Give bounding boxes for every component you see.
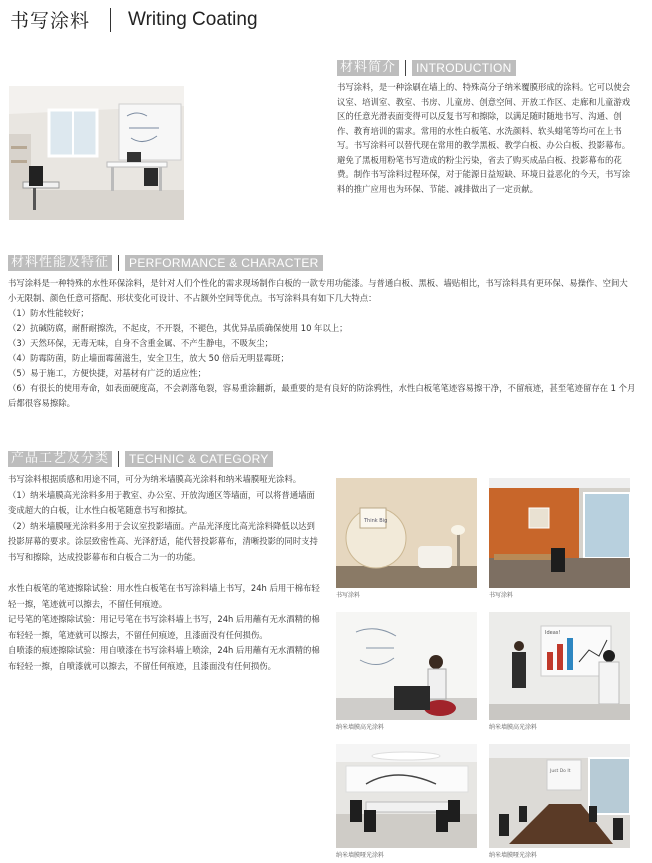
feature-item: （6）有很长的使用寿命，如表面硬度高，不会剥落龟裂，容易重涂翻新，最重要的是有良好的防涂鸦性，水性白板笔笔迹容易擦干净，不留痕迹，甚至笔迹留存在 1 个月后都很容易擦除。 — [8, 383, 636, 408]
intro-body — [337, 80, 637, 196]
feature-item: （5）易于施工，方便快捷，对基材有广泛的适应性； — [8, 368, 206, 378]
performance-intro: 书写涂料是一种特殊的水性环保涂料，是针对人们个性化的需求现场制作白板的一款专用功能漆。与普通白板、黑板、墙贴相比，书写涂料具有更环保、易操作、空间大小无限制、颜色任意可搭配、形状变化可设计、不占额外空间等优点。书写涂料具有如下几大特点： — [8, 278, 628, 303]
intro-paragraph: 书写涂料，是一种涂刷在墙上的、特殊高分子纳米覆膜形成的涂料。它可以使会议室、培训室、教室、书房、儿童房、创意空间、开放工作区、走廊和儿童游戏区的任意光滑表面变得可以反复书写和擦除，以满足随时随地书写、沟通、创作、教育培训的需求。常用的水性白板笔、水洗颜料、软头蜡笔等均可在上书写。书写涂料可以替代现在常用的教学黑板、教学白板、办公白板、投影幕布。 避免了黑板用粉笔书写造成的粉尘污染，省去了购买成品白板、投影幕布的花费。制作书写涂料过程环保，对于能源日益短缺、环境日益恶化的今天，书写涂料的推广应用也为环保、节能、减排做出了一定贡献。 — [337, 82, 631, 194]
intro-heading — [337, 60, 516, 76]
gallery-caption: 纳米墙膜哑光涂料 — [489, 852, 538, 859]
performance-heading-cn: 材料性能及特征 — [8, 255, 112, 271]
heading-divider — [118, 451, 119, 467]
feature-item: （3）天然环保，无毒无味，自身不含重金属、不产生静电，不吸灰尘； — [8, 338, 273, 348]
page-title-en: Writing Coating — [128, 9, 258, 30]
gallery-photo-orange-office — [489, 478, 630, 588]
technic-heading — [8, 451, 273, 467]
gallery-photo-presentation — [489, 612, 630, 720]
intro-heading-en: INTRODUCTION — [412, 60, 516, 76]
board-note-text: Ideas! — [545, 630, 561, 636]
gallery-caption: 纳米墙膜高光涂料 — [489, 724, 538, 731]
performance-heading — [8, 255, 323, 271]
intro-heading-cn: 材料简介 — [337, 60, 399, 76]
feature-item: （1）防水性能较好； — [8, 308, 89, 318]
board-note-text: Think Big — [364, 518, 388, 524]
technic-heading-en: TECHNIC & CATEGORY — [125, 451, 273, 467]
gallery-photo-meeting-room — [336, 744, 477, 848]
gallery-photo-round-board — [336, 478, 477, 588]
test-paragraph: 自喷漆的痕迹擦除试验：用自喷漆在书写涂料墙上喷涂，24h 后用蘸有无水酒精的棉布轻轻一擦，自喷漆就可以擦去，不留任何痕迹，且漆面没有任何损伤。 — [8, 645, 320, 671]
board-note-text: Just Do It — [550, 769, 571, 774]
test-paragraph: 记号笔的笔迹擦除试验：用记号笔在书写涂料墙上书写，24h 后用蘸有无水酒精的棉布轻轻一擦，笔迹就可以擦去，不留任何痕迹，且漆面没有任何损伤。 — [8, 614, 320, 640]
intro-photo-home-office — [9, 86, 184, 220]
gallery-caption: 书写涂料 — [336, 592, 361, 599]
performance-body — [8, 276, 636, 411]
heading-divider — [118, 255, 119, 271]
feature-item: （2）抗碱防腐，耐酐耐擦洗，不起皮，不开裂，不褪色，其优异品质确保使用 10 年以上； — [8, 323, 348, 333]
gallery-caption: 纳米墙膜高光涂料 — [336, 724, 385, 731]
technic-body — [8, 472, 322, 674]
performance-heading-en: PERFORMANCE & CHARACTER — [125, 255, 323, 271]
gallery-caption: 纳米墙膜哑光涂料 — [336, 852, 385, 859]
technic-paragraph: （2）纳米墙膜哑光涂料多用于会议室投影墙面。产品光泽度比高光涂料降低以达到投影屏幕的要求。涂层致密性高、光泽舒适，能代替投影幕布，清晰投影的同时支持书写和擦除，达成投影幕布和白板合二为一的功能。 — [8, 520, 318, 562]
technic-paragraph: （1）纳米墙膜高光涂料多用于教室、办公室、开放沟通区等墙面，可以将普通墙面变成超大的白板，让水性白板笔随意书写和擦拭。 — [8, 489, 315, 515]
heading-divider — [405, 60, 406, 76]
gallery-photo-conference-room — [489, 744, 630, 848]
test-paragraph: 水性白板笔的笔迹擦除试验：用水性白板笔在书写涂料墙上书写，24h 后用干棉布轻轻一擦，笔迹就可以擦去，不留任何痕迹。 — [8, 583, 320, 609]
feature-item: （4）防霉防菌，防止墙面霉菌滋生，安全卫生，放大 50 倍后无明显霉斑； — [8, 353, 289, 363]
technic-paragraph: 书写涂料根据质感和用途不同，可分为纳米墙膜高光涂料和纳米墙膜哑光涂料。 — [8, 474, 302, 484]
gallery-photo-writing-wall — [336, 612, 477, 720]
title-divider — [110, 8, 111, 32]
technic-heading-cn: 产品工艺及分类 — [8, 451, 112, 467]
page-title-cn: 书写涂料 — [10, 10, 91, 32]
gallery-caption: 书写涂料 — [489, 592, 514, 599]
